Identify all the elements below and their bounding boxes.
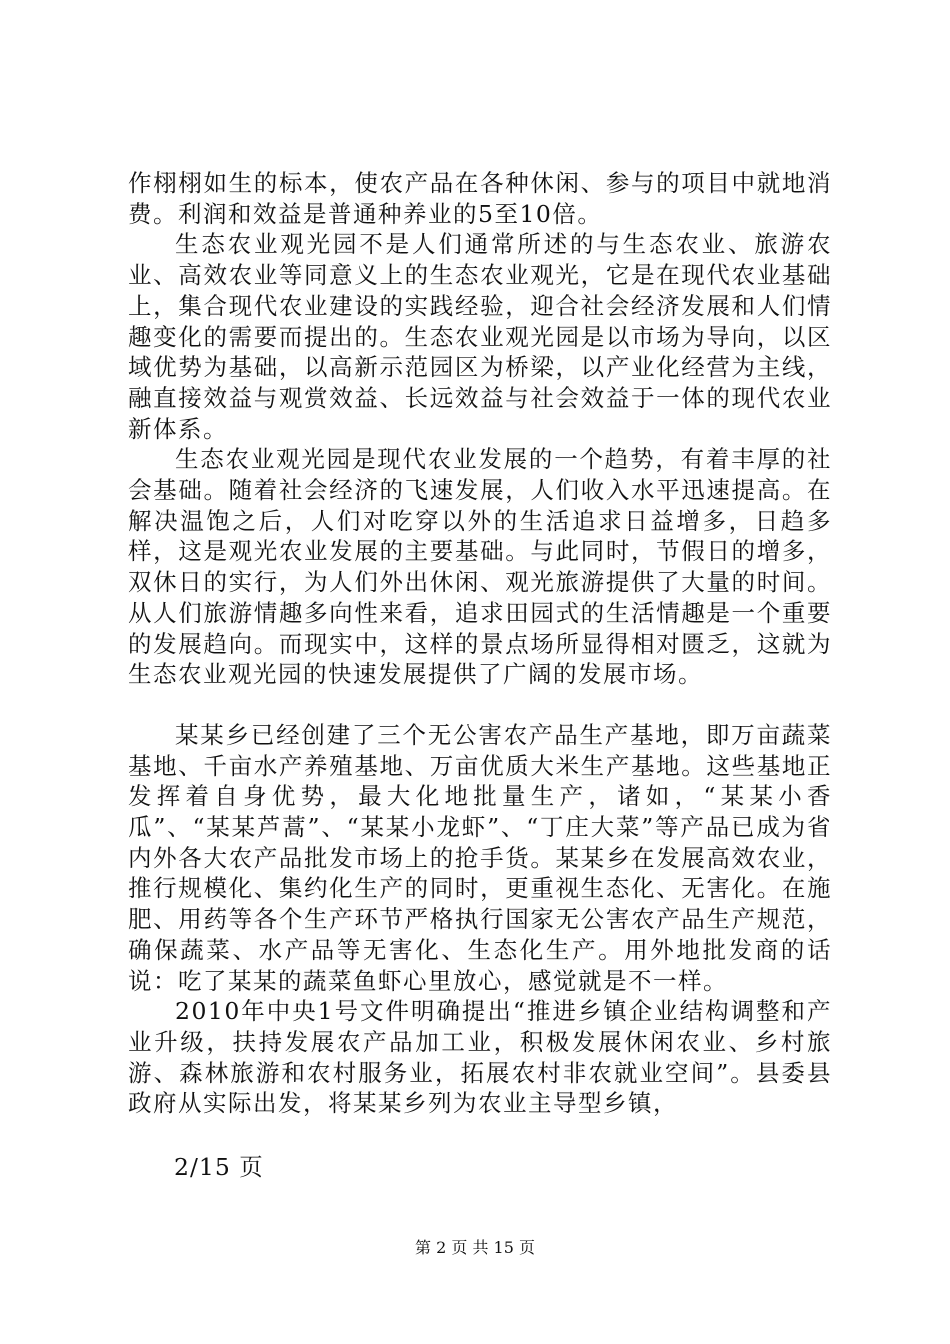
paragraph-eco-park-trend: 生态农业观光园是现代农业发展的一个趋势，有着丰厚的社会基础。随着社会经济的飞速发展，人们收入水平迅速提高。在解决温饱之后，人们对吃穿以外的生活追求日益增多，日趋多样，这是观光农业发展的主要基础。与此同时，节假日的增多，双休日的实行，为人们外出休闲、观光旅游提供了大量的时间。从人们旅游情趣多向性来看，追求田园式的生活情趣是一个重要的发展趋向。而现实中，这样的景点场所显得相对匮乏，这就为生态农业观光园的快速发展提供了广阔的发展市场。 <box>128 445 832 689</box>
paragraph-central-document: 2010年中央1号文件明确提出“推进乡镇企业结构调整和产业升级，扶持发展农产品加工业，积极发展休闲农业、乡村旅游、森林旅游和农村服务业，拓展农村非农就业空间”。县委县政府从实际出发，将某某乡列为农业主导型乡镇， <box>128 997 832 1118</box>
paragraph-production-bases: 某某乡已经创建了三个无公害农产品生产基地，即万亩蔬菜基地、千亩水产养殖基地、万亩优质大米生产基地。这些基地正发挥着自身优势，最大化地批量生产，诸如，“某某小香瓜”、“某某芦蒿”、“某某小龙虾”、“丁庄大菜”等产品已成为省内外各大农产品批发市场上的抢手货。某某乡在发展高效农业，推行规模化、集约化生产的同时，更重视生态化、无害化。在施肥、用药等各个生产环节严格执行国家无公害农产品生产规范，确保蔬菜、水产品等无害化、生态化生产。用外地批发商的话说：吃了某某的蔬菜鱼虾心里放心，感觉就是不一样。 <box>128 720 832 995</box>
document-body <box>128 168 832 1119</box>
page-footer: 第 2 页 共 15 页 <box>415 1238 535 1257</box>
page-marker: 2/15 页 <box>174 1153 264 1181</box>
paragraph-eco-park-definition: 生态农业观光园不是人们通常所述的与生态农业、旅游农业、高效农业等同意义上的生态农业观光，它是在现代农业基础上，集合现代农业建设的实践经验，迎合社会经济发展和人们情趣变化的需要而提出的。生态农业观光园是以市场为导向，以区域优势为基础，以高新示范园区为桥梁，以产业化经营为主线，融直接效益与观赏效益、长远效益与社会效益于一体的现代农业新体系。 <box>128 230 832 443</box>
paragraph-continuation: 作栩栩如生的标本，使农产品在各种休闲、参与的项目中就地消费。利润和效益是普通种养业的5至10倍。 <box>128 169 832 228</box>
